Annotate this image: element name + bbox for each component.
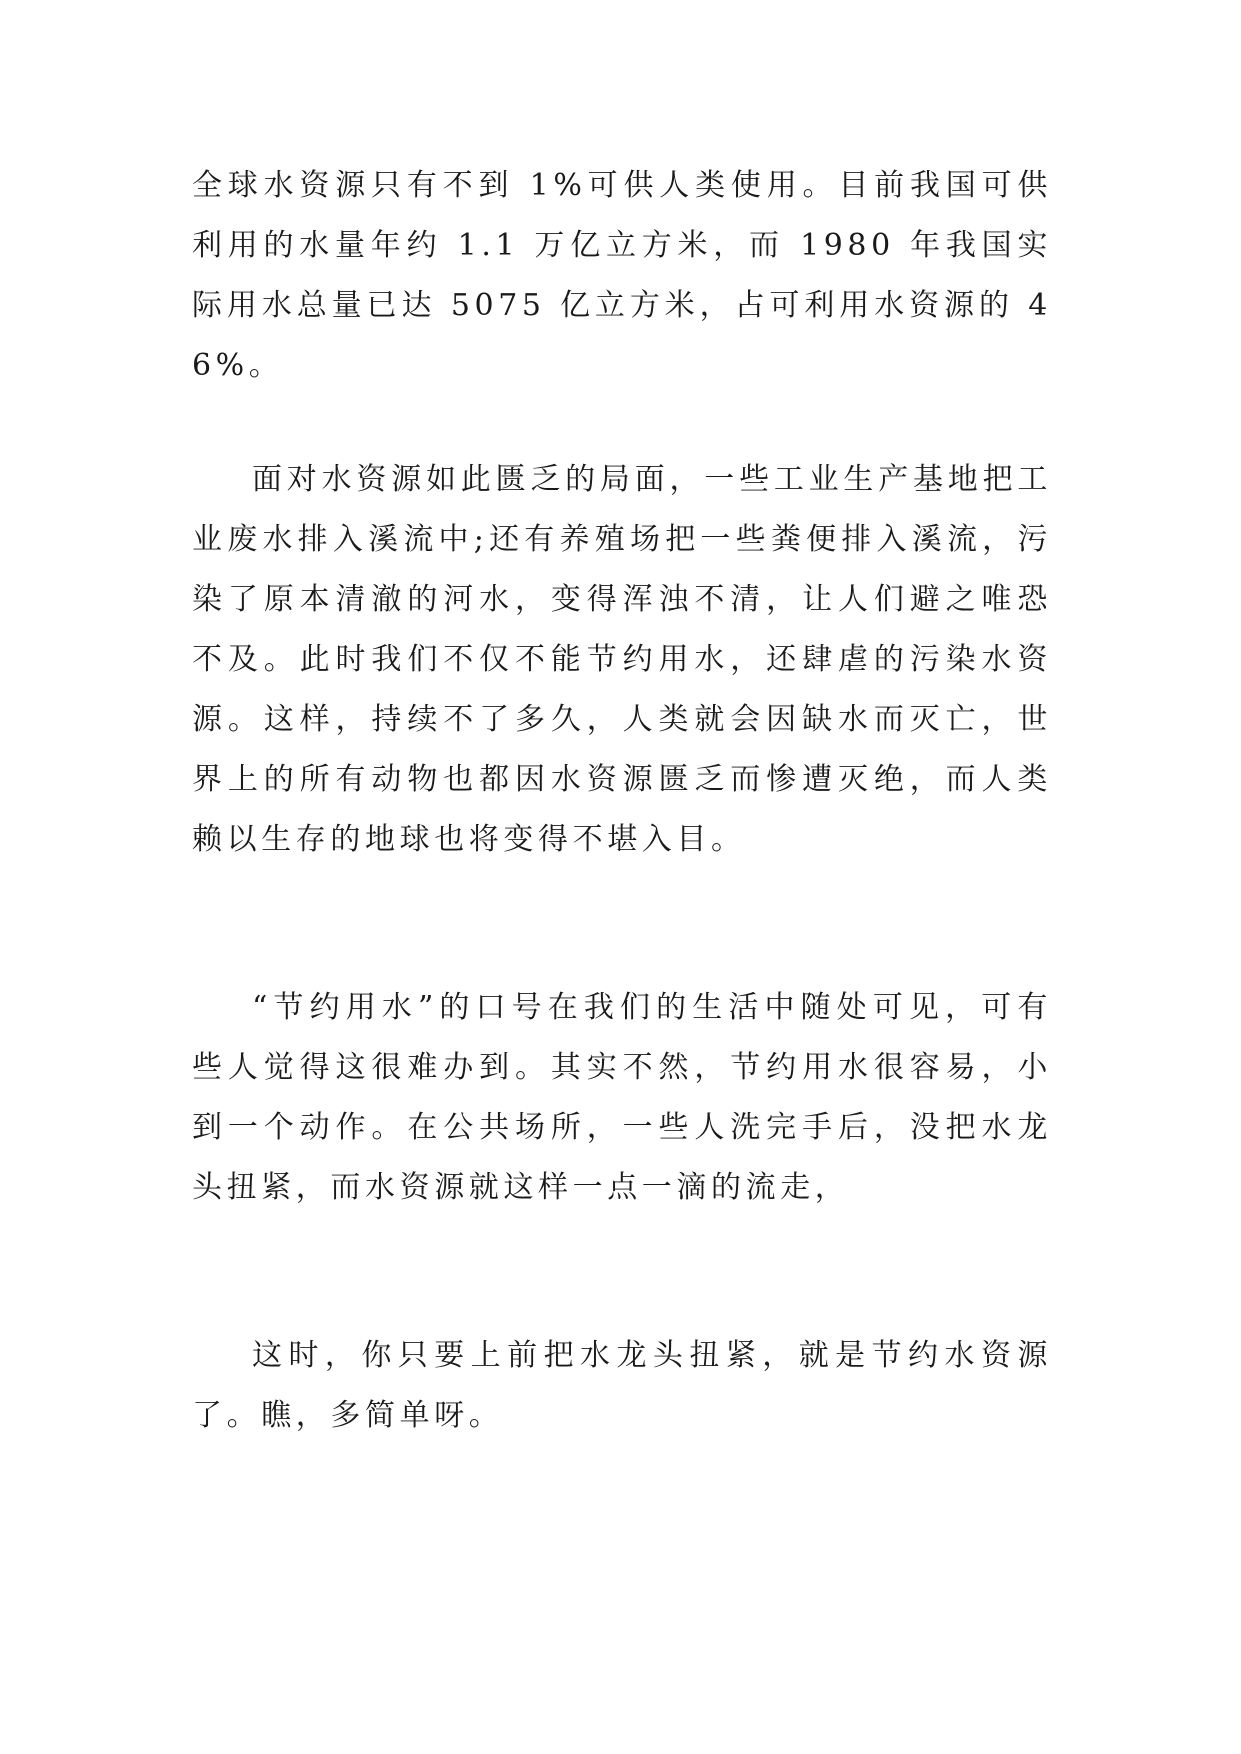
paragraph-2: 面对水资源如此匮乏的局面，一些工业生产基地把工业废水排入溪流中;还有养殖场把一些粪便排入溪流，污染了原本清澈的河水，变得浑浊不清，让人们避之唯恐不及。此时我们不仅不能节约用水，还肆虐的污染水资源。这样，持续不了多久，人类就会因缺水而灭亡，世界上的所有动物也都因水资源匮乏而惨遭灭绝，而人类赖以生存的地球也将变得不堪入目。 xyxy=(192,462,1052,857)
paragraph-4: 这时，你只要上前把水龙头扭紧，就是节约水资源了。瞧，多简单呀。 xyxy=(192,1338,1052,1433)
paragraph-1: 全球水资源只有不到 1%可供人类使用。目前我国可供利用的水量年约 1.1 万亿立方米，而 1980 年我国实际用水总量已达 5075 亿立方米，占可利用水资源的 46%。 xyxy=(192,168,1052,383)
paragraph-3: “节约用水”的口号在我们的生活中随处可见，可有些人觉得这很难办到。其实不然，节约用水很容易，小到一个动作。在公共场所，一些人洗完手后，没把水龙头扭紧，而水资源就这样一点一滴的流走， xyxy=(192,990,1052,1205)
